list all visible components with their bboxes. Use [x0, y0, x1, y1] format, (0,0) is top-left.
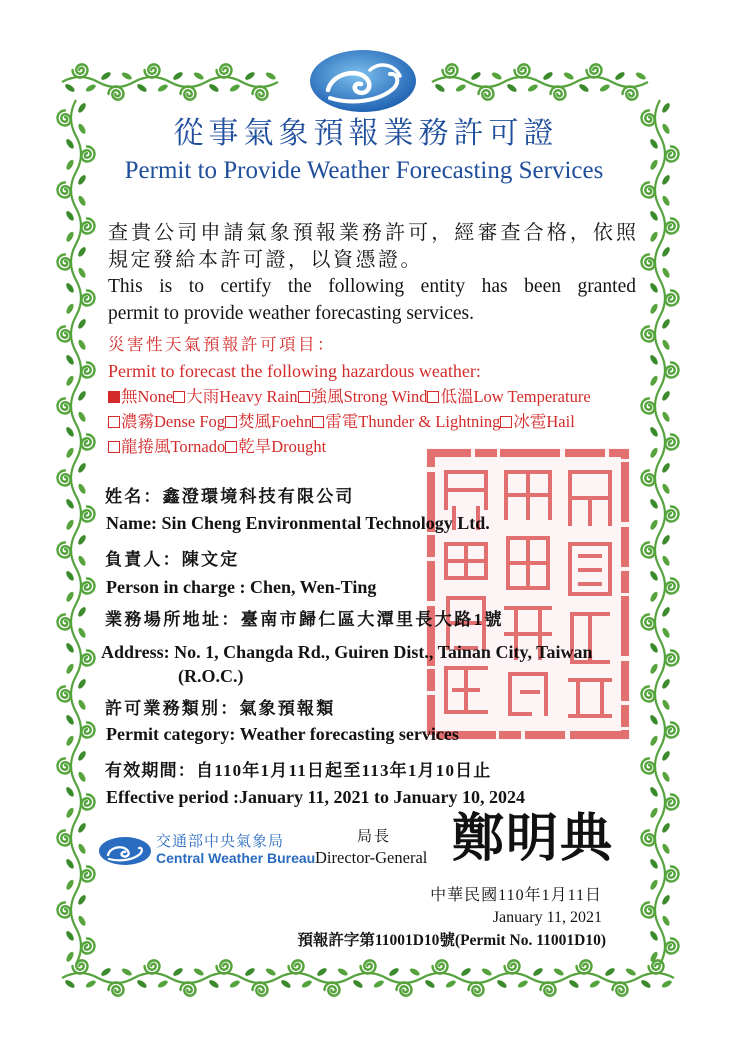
agency-name-zh: 交通部中央氣象局 — [156, 832, 285, 850]
hazard-heading-en: Permit to forecast the following hazardous weather: — [108, 361, 481, 381]
option-zh: 冰雹 — [513, 412, 547, 431]
option-en: Strong Wind — [343, 387, 428, 406]
hazard-row — [108, 414, 575, 431]
option-en: Low Temperature — [473, 387, 591, 406]
hazard-option-dense-fog — [108, 412, 225, 431]
intro-zh-line-2: 規定發給本許可證，以資憑證。 — [108, 249, 423, 271]
category-zh: 許可業務類別：氣象預報類 — [105, 699, 336, 718]
person-in-charge-en: Person in charge : Chen, Wen-Ting — [106, 577, 377, 597]
hazard-option-thunder-lightning — [312, 412, 500, 431]
hazard-heading-zh: 災害性天氣預報許可項目： — [108, 335, 336, 354]
option-en: Tornado — [170, 437, 226, 456]
director-title-en: Director-General — [315, 848, 428, 867]
hazard-option-hail — [500, 412, 574, 431]
checkbox — [225, 416, 237, 428]
option-en: Thunder & Lightning — [358, 412, 501, 431]
hazard-option-foehn — [225, 412, 312, 431]
option-en: None — [137, 387, 174, 406]
hazard-row — [108, 439, 326, 456]
hazard-option-drought — [225, 437, 326, 456]
option-en: Foehn — [271, 412, 313, 431]
hazard-row — [108, 389, 591, 406]
permit-number: 預報許字第11001D10號(Permit No. 11001D10) — [297, 932, 606, 949]
cwb-cloud-logo-icon — [308, 48, 418, 114]
name-en: Name: Sin Cheng Environmental Technology Ltd. — [106, 513, 490, 533]
agency-name-en: Central Weather Bureau — [156, 850, 316, 866]
period-zh: 有效期間：自110年1月11日起至113年1月10日止 — [105, 761, 492, 780]
checkbox — [108, 416, 120, 428]
checkbox — [225, 441, 237, 453]
option-zh: 強風 — [310, 387, 344, 406]
issue-date-en: January 11, 2021 — [492, 909, 602, 926]
checkbox — [312, 416, 324, 428]
checkbox — [173, 391, 185, 403]
hazard-option-none — [108, 387, 173, 406]
checkbox — [427, 391, 439, 403]
director-title-zh: 局長 — [357, 829, 392, 845]
cwb-cloud-logo-icon — [98, 836, 152, 866]
checkbox — [108, 391, 120, 403]
option-zh: 雷電 — [325, 412, 359, 431]
option-zh: 龍捲風 — [121, 437, 171, 456]
option-en: Heavy Rain — [219, 387, 298, 406]
period-en: Effective period :January 11, 2021 to January 10, 2024 — [106, 787, 525, 807]
checkbox — [108, 441, 120, 453]
option-zh: 焚風 — [238, 412, 272, 431]
hazard-option-heavy-rain — [173, 387, 297, 406]
intro-en-line-2: permit to provide weather forecasting services. — [108, 303, 475, 324]
issue-date-zh: 中華民國110年1月11日 — [430, 887, 602, 904]
director-signature-stamp: 鄭明典 — [452, 811, 615, 868]
hazard-option-tornado — [108, 437, 225, 456]
hazard-option-strong-wind — [298, 387, 428, 406]
option-en: Drought — [271, 437, 327, 456]
intro-en-line-1: This is to certify the following entity has been granted — [108, 276, 636, 297]
option-zh: 濃霧 — [121, 412, 154, 431]
intro-zh-line-1: 查貴公司申請氣象預報業務許可，經審查合格，依照 — [108, 222, 636, 244]
option-en: Hail — [546, 412, 575, 431]
checkbox — [298, 391, 310, 403]
person-in-charge-zh: 負責人：陳文定 — [105, 550, 240, 569]
category-en: Permit category: Weather forecasting services — [106, 724, 459, 744]
title-chinese: 從事氣象預報業務許可證 — [173, 117, 559, 150]
option-zh: 無 — [121, 387, 138, 406]
address-zh: 業務場所地址：臺南市歸仁區大潭里長大路1號 — [105, 610, 504, 629]
checkbox — [500, 416, 512, 428]
address-en: Address: No. 1, Changda Rd., Guiren Dist., Tainan City, Taiwan — [101, 642, 593, 662]
hazard-option-low-temperature — [427, 387, 590, 406]
option-zh: 低溫 — [440, 387, 474, 406]
address-en-country: (R.O.C.) — [178, 666, 244, 686]
title-english: Permit to Provide Weather Forecasting Services — [124, 157, 604, 184]
option-zh: 大雨 — [186, 387, 220, 406]
option-en: Dense Fog — [154, 412, 226, 431]
name-zh: 姓名：鑫澄環境科技有限公司 — [105, 487, 355, 506]
option-zh: 乾旱 — [238, 437, 272, 456]
